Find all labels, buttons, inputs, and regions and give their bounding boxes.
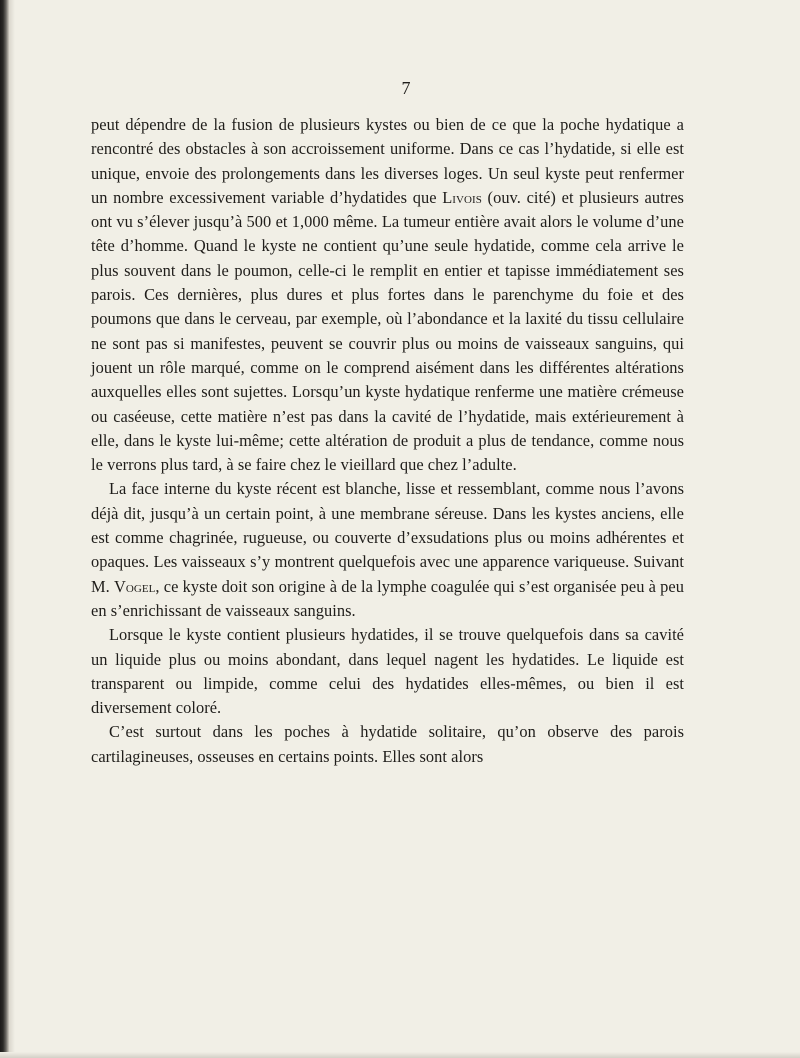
page-number: 7 [401, 78, 411, 98]
paragraph-3 [91, 623, 684, 720]
text-run: La face interne du kyste récent est blanche, lisse et ressemblant, comme nous l’avons déjà dit, jusqu’à un certain point, à une membrane séreuse. Dans les kystes anciens, elle est comme chagrinée, rugueuse, ou couverte d’exsudations plus ou moins adhérentes et opaques. Les vaisseaux s’y montrent quelquefois avec une apparence variqueuse. Suivant M. [91, 479, 684, 596]
text-run: , ce kyste doit son origine à de la lymphe coagulée qui s’est organisée peu à peu en s’enrichissant de vaisseaux sanguins. [91, 576, 684, 620]
author-name-vogel: Vogel [113, 576, 156, 596]
gutter-shade [9, 0, 15, 1058]
book-spine-shadow [0, 0, 9, 1058]
paragraph-4 [91, 720, 684, 769]
page-bottom-shadow [0, 1052, 800, 1058]
text-run: Lorsque le kyste contient plusieurs hydatides, il se trouve quelquefois dans sa cavité un liquide plus ou moins abondant, dans lequel nagent les hydatides. Le liquide est transparent ou limpide, comme celui des hydatides elles-mêmes, ou bien il est diversement coloré. [91, 625, 684, 718]
paragraph-2 [91, 477, 684, 623]
author-name-livois: Livois [442, 187, 482, 207]
body-text [91, 113, 684, 769]
text-run: C’est surtout dans les poches à hydatide solitaire, qu’on observe des parois cartilagineuses, osseuses en certains points. Elles sont alors [91, 722, 684, 766]
paragraph-1 [91, 113, 684, 477]
text-run: (ouv. cité) et plusieurs autres ont vu s’élever jusqu’à 500 et 1,000 même. La tumeur entière avait alors le volume d’une tête d’homme. Quand le kyste ne contient qu’une seule hydatide, comme cela arrive le plus souvent dans le poumon, celle-ci le remplit en entier et tapisse immédiatement ses parois. Ces dernières, plus dures et plus fortes dans le parenchyme du foie et des poumons que dans le cerveau, par exemple, où l’abondance et la laxité du tissu cellulaire ne sont pas si manifestes, peuvent se couvrir plus ou moins de vaisseaux sanguins, qui jouent un rôle marqué, comme on le comprend aisément dans les différentes altérations auxquelles elles sont sujettes. Lorsqu’un kyste hydatique renferme une matière crémeuse ou caséeuse, cette matière n’est pas dans la cavité de l’hydatide, mais extérieurement à elle, dans le kyste lui-même; cette altération de produit a plus de tendance, comme nous le verrons plus tard, à se faire chez le vieillard que chez l’adulte. [91, 187, 684, 475]
text-run: peut dépendre de la fusion de plusieurs kystes ou bien de ce que la poche hydatique a rencontré des obstacles à son accroissement uniforme. Dans ce cas l’hydatide, si elle est unique, envoie des prolongements dans les diverses loges. Un seul kyste peut renfermer un nombre excessivement variable d’hydatides que [91, 115, 684, 207]
